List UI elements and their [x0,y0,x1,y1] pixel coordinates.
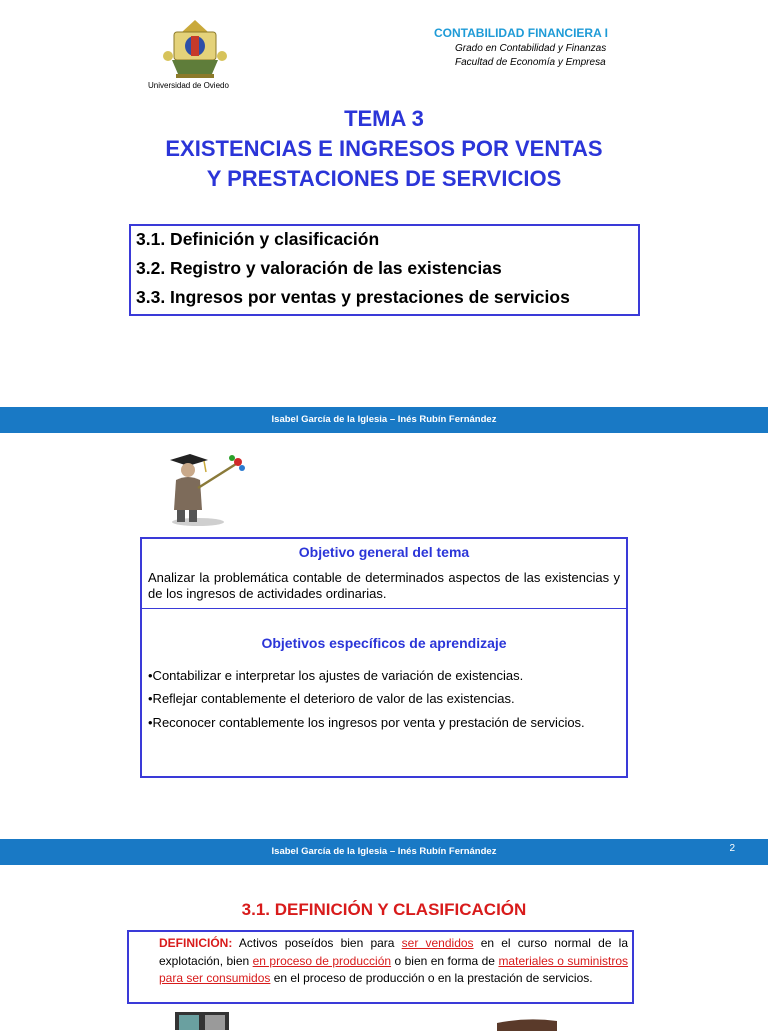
footer-authors: Isabel García de la Iglesia – Inés Rubín Fernández [271,414,497,425]
page-number: 2 [729,843,735,854]
table-of-contents [129,224,640,316]
toc-item: 3.1. Definición y clasificación [136,229,380,249]
footer-authors: Isabel García de la Iglesia – Inés Rubín Fernández [271,846,497,857]
topic-title-line1: EXISTENCIAS E INGRESOS POR VENTAS [165,136,603,161]
course-faculty: Facultad de Economía y Empresa [455,57,606,68]
university-crest-logo [160,18,230,80]
topic-number: TEMA 3 [344,106,424,131]
course-degree: Grado en Contabilidad y Finanzas [455,43,607,54]
specific-objectives-heading: Objetivos específicos de aprendizaje [261,635,507,651]
definition-box [127,930,634,1004]
definition-highlight: materiales o suministros para ser consumidos [159,953,629,985]
stock-image-icon [497,1017,557,1031]
objective-item: •Reconocer contablemente los ingresos por venta y prestación de servicios. [148,715,585,730]
general-objective-text: Analizar la problemática contable de determinados aspectos de las existencias y de los ingresos de actividades ordinarias. [148,570,620,601]
professor-figure-icon [158,452,248,528]
footer-bar [0,407,768,433]
topic-title [0,104,768,194]
definition-text [159,935,628,988]
objectives-box [140,537,628,778]
definition-segment: Activos poseídos bien para [232,936,402,950]
footer-bar [0,839,768,865]
definition-label: DEFINICIÓN: [159,936,233,950]
toc-item: 3.3. Ingresos por ventas y prestaciones de servicios [136,287,570,307]
objectives-divider [142,608,626,609]
section-title: 3.1. DEFINICIÓN Y CLASIFICACIÓN [241,900,527,919]
university-name: Universidad de Oviedo [148,81,229,90]
toc-item: 3.2. Registro y valoración de las existencias [136,258,502,278]
objective-item: •Contabilizar e interpretar los ajustes de variación de existencias. [148,668,524,683]
definition-highlight: ser vendidos [401,936,474,950]
definition-segment: en el proceso de producción o en la prestación de servicios. [270,971,593,985]
general-objective-heading: Objetivo general del tema [298,544,470,560]
warehouse-image-icon [175,1010,229,1030]
definition-segment: en el curso normal de la explotación, bien [159,936,629,968]
topic-title-line2: Y PRESTACIONES DE SERVICIOS [206,166,562,191]
definition-highlight: en proceso de producción [252,953,392,968]
course-title: CONTABILIDAD FINANCIERA I [434,26,608,40]
definition-segment: o bien en forma de [391,953,499,968]
objective-item: •Reflejar contablemente el deterioro de valor de las existencias. [148,691,515,706]
